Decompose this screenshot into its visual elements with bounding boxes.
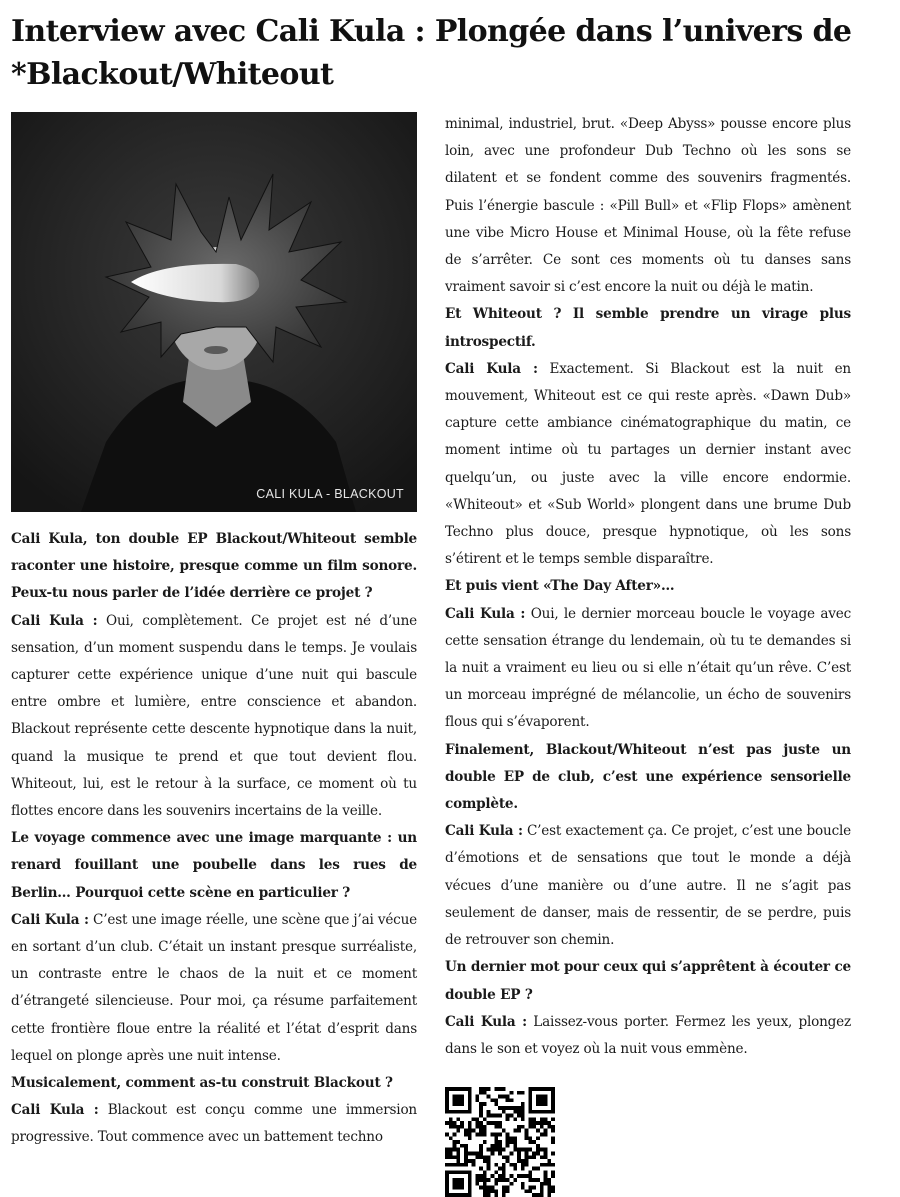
article-title: Interview avec Cali Kula : Plongée dans l’univers de *Blackout/Whiteout [11, 14, 852, 92]
answer-3-speaker: Cali Kula : [11, 1102, 99, 1119]
answer-2-speaker: Cali Kula : [11, 911, 89, 928]
cover-caption: CALI KULA - BLACKOUT [256, 487, 404, 501]
question-2: Le voyage commence avec une image marquante : un renard fouillant une poubelle dans les rues de Berlin… Pourquoi cette scène en particulier ? [11, 830, 417, 901]
answer-6-speaker: Cali Kula : [445, 823, 523, 840]
answer-2 [11, 907, 417, 1070]
answer-6-text: C’est exactement ça. Ce projet, c’est une boucle d’émotions et de sensations que tout le monde a déjà vécues d’une manière ou d’une autre. Il ne s’agit pas seulement de danser, mais de ressentir, de se perdre, puis de retrouver son chemin. [445, 823, 851, 949]
answer-4 [445, 356, 851, 574]
answer-3 [11, 1097, 417, 1151]
answer-5-speaker: Cali Kula : [445, 605, 526, 622]
answer-4-text: Exactement. Si Blackout est la nuit en mouvement, Whiteout est ce qui reste après. «Dawn Dub» capture cette ambiance cinématographique du matin, ce moment intime où tu partages un dernier instant avec quelqu’un, ou juste avec la ville encore endormie. «Whiteout» et «Sub World» plongent dans une brume Dub Techno plus douce, presque hypnotique, où les sons s’étirent et le temps semble disparaître. [445, 360, 851, 568]
answer-3-continued: minimal, industriel, brut. «Deep Abyss» pousse encore plus loin, avec une profondeur Dub Techno où les sons se dilatent et se fondent comme des souvenirs fragmentés. Puis l’énergie bascule : «Pill Bull» et «Flip Flops» amènent une vibe Micro House et Minimal House, où la fête refuse de s’arrêter. Ce sont ces moments où tu danses sans vraiment savoir si c’est encore la nuit ou déjà le matin. [445, 116, 851, 296]
answer-7-text: Laissez-vous porter. Fermez les yeux, plongez dans le son et voyez où la nuit vous emmène. [445, 1013, 851, 1057]
answer-1-speaker: Cali Kula : [11, 612, 98, 629]
answer-7 [445, 1009, 851, 1063]
answer-5 [445, 601, 851, 737]
answer-2-text: C’est une image réelle, une scène que j’ai vécue en sortant d’un club. C’était un instant presque surréaliste, un contraste entre le chaos de la nuit et ce moment d’étrangeté silencieuse. Pour moi, ça résume parfaitement cette frontière floue entre la réalité et l’état d’esprit dans lequel on plonge après une nuit intense. [11, 911, 417, 1064]
right-column [445, 111, 851, 1197]
question-3: Musicalement, comment as-tu construit Blackout ? [11, 1075, 393, 1092]
album-cover-image [11, 112, 417, 512]
question-5: Et puis vient «The Day After»… [445, 578, 675, 595]
left-column [11, 112, 417, 1152]
answer-3-text: Blackout est conçu comme une immersion progressive. Tout commence avec un battement techno [11, 1102, 417, 1146]
answer-5-text: Oui, le dernier morceau boucle le voyage avec cette sensation étrange du lendemain, où tu te demandes si la nuit a vraiment eu lieu ou si elle n’était qu’un rêve. C’est un morceau imprégné de mélancolie, un écho de souvenirs flous qui s’évaporent. [445, 605, 851, 731]
question-4: Et Whiteout ? Il semble prendre un virage plus introspectif. [445, 306, 851, 350]
question-6: Finalement, Blackout/Whiteout n’est pas juste un double EP de club, c’est une expérience sensorielle complète. [445, 741, 851, 813]
question-7: Un dernier mot pour ceux qui s’apprêtent à écouter ce double EP ? [445, 959, 851, 1003]
album-cover-art [11, 112, 417, 512]
question-1: Cali Kula, ton double EP Blackout/Whiteout semble raconter une histoire, presque comme un film sonore. Peux-tu nous parler de l’idée derrière ce projet ? [11, 531, 417, 602]
answer-7-speaker: Cali Kula : [445, 1013, 527, 1030]
answer-4-speaker: Cali Kula : [445, 360, 538, 377]
answer-6 [445, 818, 851, 954]
answer-1-text: Oui, complètement. Ce projet est né d’une sensation, d’un moment suspendu dans le temps. Je voulais capturer cette expérience unique d’une nuit qui bascule entre ombre et lumière, entre conscience et abandon. Blackout représente cette descente hypnotique dans la nuit, quand la musique te prend et que tout devient flou. Whiteout, lui, est le retour à la surface, ce moment où tu flottes encore dans les souvenirs incertains de la veille. [11, 612, 417, 820]
qr-code-icon[interactable] [445, 1087, 555, 1197]
answer-1 [11, 608, 417, 826]
